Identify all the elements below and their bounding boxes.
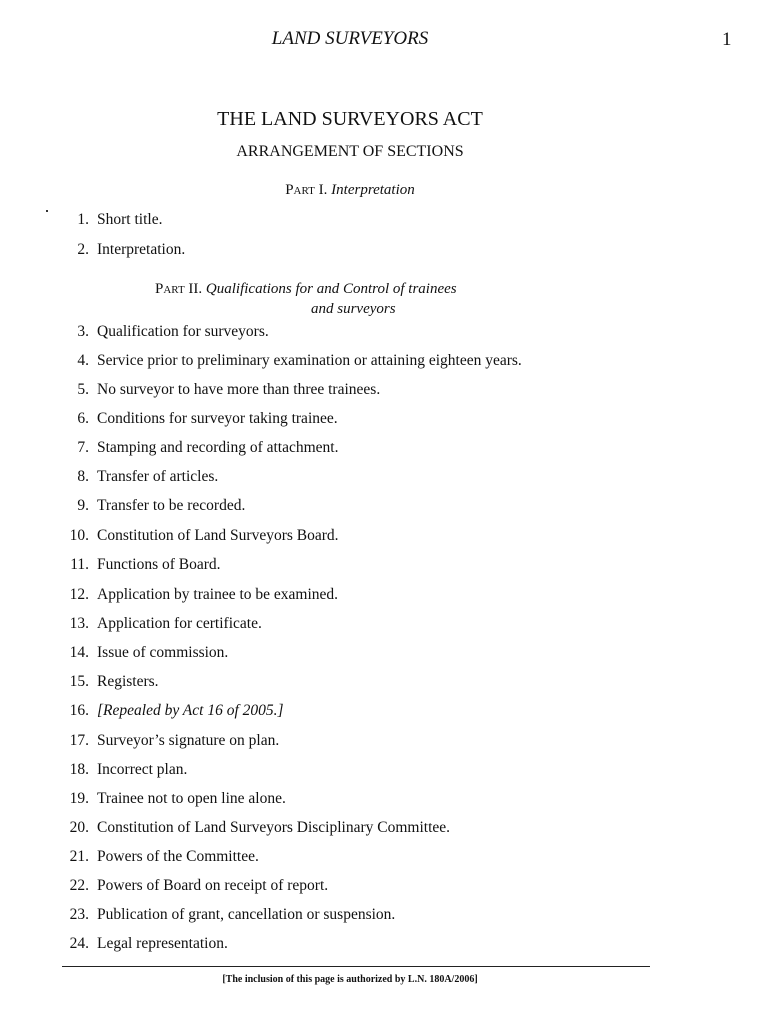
section-title: Transfer of articles.: [97, 468, 219, 485]
section-number: 21.: [69, 848, 89, 865]
section-title: Service prior to preliminary examination or attaining eighteen years.: [97, 352, 522, 369]
section-title: No surveyor to have more than three trainees.: [97, 381, 381, 398]
section-number: 8.: [77, 468, 89, 485]
section-number: 15.: [69, 673, 89, 690]
section-number: 18.: [69, 761, 89, 778]
section-title: Issue of commission.: [97, 644, 229, 661]
list-item: [0, 702, 284, 720]
page-number: 1: [722, 29, 732, 50]
section-number: 7.: [77, 439, 89, 456]
section-number: 12.: [69, 586, 89, 603]
section-number: 4.: [77, 352, 89, 369]
section-number: 20.: [69, 819, 89, 836]
part-two-description-line1: Qualifications for and Control of trainees: [205, 281, 457, 297]
act-title: THE LAND SURVEYORS ACT: [217, 108, 483, 130]
section-number: 10.: [69, 527, 89, 544]
section-title: Registers.: [97, 673, 159, 690]
running-header: LAND SURVEYORS: [271, 28, 429, 49]
section-number: 14.: [69, 644, 89, 661]
list-item: [0, 410, 338, 428]
list-item: [0, 790, 286, 808]
list-item: [0, 673, 159, 691]
section-title: Application for certificate.: [97, 615, 262, 632]
part-two-description-line2: and surveyors: [311, 301, 396, 317]
list-item: [0, 935, 228, 953]
list-item: [0, 468, 218, 486]
list-item: [0, 906, 395, 924]
list-item: [0, 381, 380, 399]
section-number: 19.: [69, 790, 89, 807]
section-number: 22.: [69, 877, 89, 894]
part-one-heading: [0, 182, 700, 199]
section-title: Surveyor’s signature on plan.: [97, 732, 280, 749]
section-title: Trainee not to open line alone.: [97, 790, 286, 807]
section-title: Publication of grant, cancellation or suspension.: [97, 906, 396, 923]
list-item: [0, 556, 221, 574]
section-number: 1.: [77, 211, 89, 228]
section-number: 5.: [77, 381, 89, 398]
list-item: [0, 819, 450, 837]
list-item: [0, 615, 262, 633]
list-item: [0, 877, 328, 895]
section-title: Application by trainee to be examined.: [97, 586, 339, 603]
list-item: [0, 241, 185, 259]
section-number: 16.: [69, 702, 89, 719]
part-two-heading: [155, 279, 457, 319]
scan-speck: [46, 210, 48, 212]
list-item: [0, 352, 522, 370]
section-number: 17.: [69, 732, 89, 749]
section-number: 2.: [77, 241, 89, 258]
section-title: Interpretation.: [97, 241, 186, 258]
list-item: [0, 644, 228, 662]
section-title: Conditions for surveyor taking trainee.: [97, 410, 338, 427]
part-one-label: Part I.: [285, 182, 328, 198]
list-item: [0, 761, 187, 779]
arrangement-heading: ARRANGEMENT OF SECTIONS: [236, 143, 464, 160]
section-title: Incorrect plan.: [97, 761, 188, 778]
section-number: 13.: [69, 615, 89, 632]
list-item: [0, 527, 339, 545]
section-title: Stamping and recording of attachment.: [97, 439, 339, 456]
section-title: Short title.: [97, 211, 163, 228]
section-number: 24.: [69, 935, 89, 952]
footer-divider: [62, 966, 650, 967]
part-one-description: Interpretation: [331, 182, 415, 198]
section-title: Legal representation.: [97, 935, 228, 952]
list-item: [0, 497, 245, 515]
list-item: [0, 439, 338, 457]
section-title: Constitution of Land Surveyors Board.: [97, 527, 339, 544]
section-title: Constitution of Land Surveyors Disciplinary Committee.: [97, 819, 451, 836]
part-two-label: Part II.: [155, 281, 203, 297]
section-title: Qualification for surveyors.: [97, 323, 269, 340]
list-item: [0, 586, 338, 604]
section-title: [Repealed by Act 16 of 2005.]: [97, 702, 284, 719]
footer-note: [The inclusion of this page is authorized by L.N. 180A/2006]: [222, 974, 478, 985]
section-title: Powers of Board on receipt of report.: [97, 877, 329, 894]
list-item: [0, 732, 279, 750]
section-number: 23.: [69, 906, 89, 923]
section-title: Transfer to be recorded.: [97, 497, 246, 514]
section-number: 9.: [77, 497, 89, 514]
section-title: Powers of the Committee.: [97, 848, 259, 865]
section-number: 11.: [70, 556, 89, 573]
section-title: Functions of Board.: [97, 556, 221, 573]
list-item: [0, 848, 259, 866]
section-number: 3.: [77, 323, 89, 340]
list-item: [0, 323, 269, 341]
section-number: 6.: [77, 410, 89, 427]
list-item: [0, 211, 162, 229]
